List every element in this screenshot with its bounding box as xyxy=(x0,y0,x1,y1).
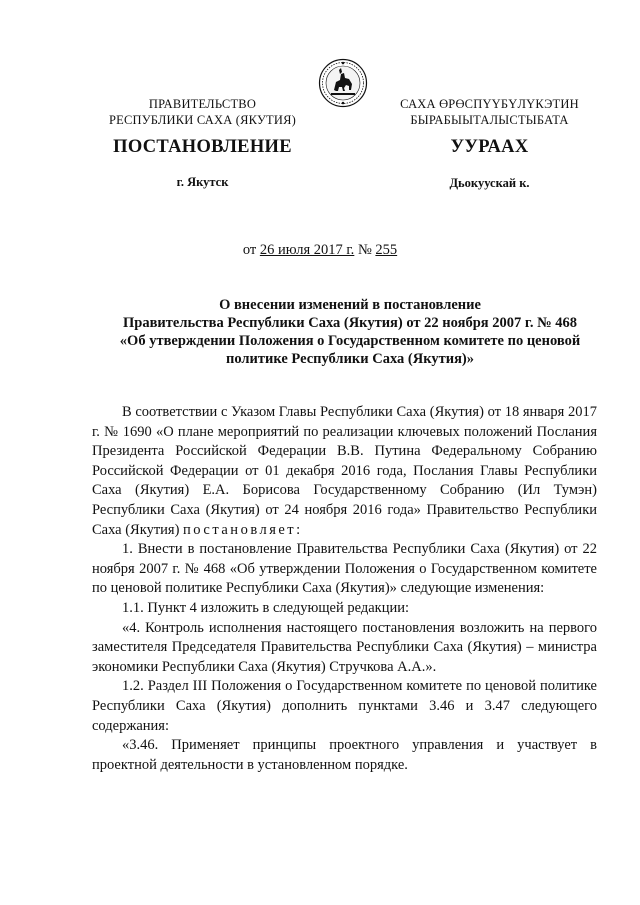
government-yakut-line2: БЫРАБЫЫТАЛЫСТЫБАТА xyxy=(410,113,569,127)
title-line4: политике Республики Саха (Якутия)» xyxy=(225,351,475,367)
document-body xyxy=(92,403,597,775)
date-prefix: от xyxy=(242,242,260,258)
coat-of-arms-icon xyxy=(318,58,368,108)
city-russian: г. Якутск xyxy=(176,175,229,189)
government-name-yakut xyxy=(382,96,597,128)
government-yakut-line1: САХА ӨРӨСПҮҮБҮЛҮКЭТИН xyxy=(400,97,579,111)
date-and-number xyxy=(0,242,640,259)
title-line2: Правительства Республики Саха (Якутия) от 22 ноября 2007 г. № 468 xyxy=(122,315,578,331)
city-yakut: Дьокуускай к. xyxy=(449,176,530,190)
government-line2: РЕСПУБЛИКИ САХА (ЯКУТИЯ) xyxy=(109,113,296,127)
preamble-text: В соответствии с Указом Главы Республики Саха (Якутия) от 18 января 2017 г. № 1690 «О плане мероприятий по реализации ключевых положений Послания Президента Российской Федерации В.В. Путина Федеральному Собранию Российской Федерации от 01 декабря 2016 года, Послания Главы Республики Саха (Якутия) Е.А. Борисова Государственному Собранию (Ил Тумэн) Республики Саха (Якутия) от 24 ноября 2016 года» Правительство Республики Саха (Якутия) xyxy=(92,404,597,538)
item-1-2-paragraph: 1.2. Раздел III Положения о Государственном комитете по ценовой политике Республики Саха (Якутия) дополнить пунктами 3.46 и 3.47 следующего содержания: xyxy=(92,678,597,734)
government-name-russian xyxy=(100,96,305,128)
item-3-46-paragraph: «3.46. Применяет принципы проектного управления и участвует в проектной деятельности в установленном порядке. xyxy=(92,737,597,773)
document-title xyxy=(100,296,600,368)
preamble-paragraph xyxy=(92,403,597,540)
document-number: 255 xyxy=(375,242,398,258)
title-line1: О внесении изменений в постановление xyxy=(219,297,481,313)
document-type-russian: ПОСТАНОВЛЕНИЕ xyxy=(113,137,292,157)
item-1-1-paragraph: 1.1. Пункт 4 изложить в следующей редакции: xyxy=(122,599,410,616)
document-type-yakut: УУРААХ xyxy=(450,137,529,157)
resolves-word: постановляет: xyxy=(183,521,303,538)
document-date: 26 июля 2017 г. xyxy=(259,242,355,258)
item-1-paragraph: 1. Внести в постановление Правительства Республики Саха (Якутия) от 22 ноября 2007 г. № 468 «Об утверждении Положения о Государственном комитете по ценовой политике Республики Саха (Якутия)» следующие изменения: xyxy=(92,541,597,597)
government-line1: ПРАВИТЕЛЬСТВО xyxy=(148,97,257,111)
title-line3: «Об утверждении Положения о Государственном комитете по ценовой xyxy=(119,333,581,349)
item-4-text-paragraph: «4. Контроль исполнения настоящего постановления возложить на первого заместителя Председателя Правительства Республики Саха (Якутия) – министра экономики Республики Саха (Якутия) Стручкова А.А.». xyxy=(92,619,597,675)
number-sign: № xyxy=(354,242,376,258)
